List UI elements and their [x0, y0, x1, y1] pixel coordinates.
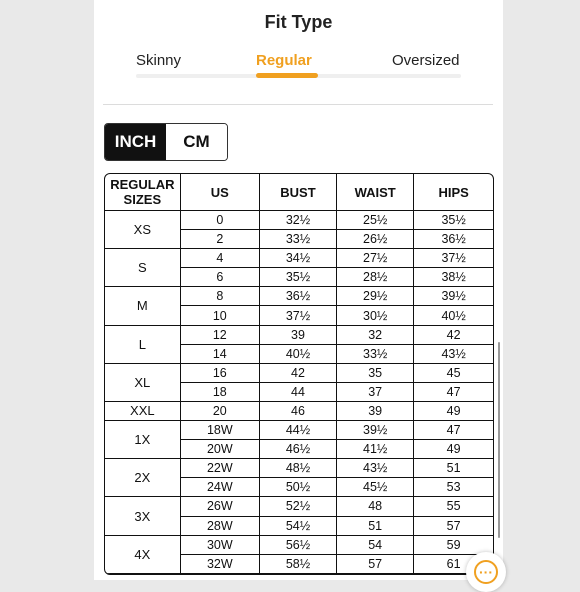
bust-value: 32½ — [259, 211, 336, 230]
bust-value: 46½ — [259, 440, 336, 459]
waist-value: 37 — [337, 382, 414, 401]
header-size-line2: SIZES — [123, 192, 162, 207]
size-label: XL — [105, 363, 180, 401]
bust-value: 46 — [259, 401, 336, 420]
hips-value: 36½ — [414, 230, 493, 249]
us-value: 0 — [180, 211, 259, 230]
us-value: 16 — [180, 363, 259, 382]
waist-value: 39 — [337, 401, 414, 420]
size-label: 2X — [105, 459, 180, 497]
page-title: Fit Type — [264, 12, 333, 32]
size-label: S — [105, 249, 180, 287]
waist-value: 39½ — [337, 421, 414, 440]
us-value: 8 — [180, 287, 259, 306]
size-label: XXL — [105, 401, 180, 420]
table-row — [105, 211, 493, 230]
hips-value: 45 — [414, 363, 493, 382]
bust-value: 37½ — [259, 306, 336, 325]
bust-value: 33½ — [259, 230, 336, 249]
waist-value: 54 — [337, 535, 414, 554]
bust-value: 48½ — [259, 459, 336, 478]
waist-value: 27½ — [337, 249, 414, 268]
us-value: 12 — [180, 325, 259, 344]
us-value: 18 — [180, 382, 259, 401]
size-label: XS — [105, 211, 180, 249]
bust-value: 52½ — [259, 497, 336, 516]
waist-value: 33½ — [337, 344, 414, 363]
table-row — [105, 401, 493, 420]
hips-value: 35½ — [414, 211, 493, 230]
divider — [103, 104, 493, 105]
waist-value: 28½ — [337, 268, 414, 287]
us-value: 24W — [180, 478, 259, 497]
table-row — [105, 287, 493, 306]
waist-value: 43½ — [337, 459, 414, 478]
us-value: 20 — [180, 401, 259, 420]
waist-value: 41½ — [337, 440, 414, 459]
hips-value: 57 — [414, 516, 493, 535]
bust-value: 50½ — [259, 478, 336, 497]
us-value: 6 — [180, 268, 259, 287]
inch-button[interactable]: INCH — [105, 124, 166, 160]
scrollbar-thumb[interactable] — [498, 342, 500, 538]
tab-regular[interactable]: Regular — [256, 52, 312, 69]
hips-value: 55 — [414, 497, 493, 516]
header-waist: WAIST — [337, 174, 414, 211]
bust-value: 40½ — [259, 344, 336, 363]
bust-value: 34½ — [259, 249, 336, 268]
hips-value: 61 — [414, 554, 493, 573]
table-row — [105, 325, 493, 344]
active-tab-indicator — [256, 73, 318, 78]
us-value: 18W — [180, 421, 259, 440]
header-hips: HIPS — [414, 174, 493, 211]
size-label: 1X — [105, 421, 180, 459]
waist-value: 57 — [337, 554, 414, 573]
cm-button[interactable]: CM — [166, 124, 227, 160]
us-value: 26W — [180, 497, 259, 516]
size-label: 4X — [105, 535, 180, 573]
waist-value: 25½ — [337, 211, 414, 230]
hips-value: 47 — [414, 382, 493, 401]
header-bust: BUST — [259, 174, 336, 211]
bust-value: 44½ — [259, 421, 336, 440]
bust-value: 54½ — [259, 516, 336, 535]
unit-toggle — [104, 123, 228, 161]
hips-value: 59 — [414, 535, 493, 554]
us-value: 30W — [180, 535, 259, 554]
table-row — [105, 249, 493, 268]
us-value: 28W — [180, 516, 259, 535]
waist-value: 51 — [337, 516, 414, 535]
us-value: 22W — [180, 459, 259, 478]
bust-value: 36½ — [259, 287, 336, 306]
bust-value: 42 — [259, 363, 336, 382]
waist-value: 29½ — [337, 287, 414, 306]
bust-value: 44 — [259, 382, 336, 401]
bust-value: 56½ — [259, 535, 336, 554]
header-regular-sizes — [105, 174, 180, 211]
table-body — [105, 211, 493, 574]
hips-value: 39½ — [414, 287, 493, 306]
hips-value: 49 — [414, 440, 493, 459]
hips-value: 37½ — [414, 249, 493, 268]
waist-value: 30½ — [337, 306, 414, 325]
waist-value: 35 — [337, 363, 414, 382]
hips-value: 49 — [414, 401, 493, 420]
hips-value: 42 — [414, 325, 493, 344]
fit-type-tabs — [94, 50, 503, 80]
waist-value: 48 — [337, 497, 414, 516]
us-value: 10 — [180, 306, 259, 325]
us-value: 32W — [180, 554, 259, 573]
hips-value: 53 — [414, 478, 493, 497]
us-value: 4 — [180, 249, 259, 268]
table-row — [105, 421, 493, 440]
hips-value: 40½ — [414, 306, 493, 325]
bust-value: 35½ — [259, 268, 336, 287]
us-value: 2 — [180, 230, 259, 249]
chat-button[interactable] — [466, 552, 506, 592]
table-row — [105, 497, 493, 516]
size-label: M — [105, 287, 180, 325]
size-label: 3X — [105, 497, 180, 535]
size-table-container — [104, 173, 494, 575]
us-value: 20W — [180, 440, 259, 459]
bust-value: 39 — [259, 325, 336, 344]
hips-value: 47 — [414, 421, 493, 440]
waist-value: 45½ — [337, 478, 414, 497]
us-value: 14 — [180, 344, 259, 363]
bust-value: 58½ — [259, 554, 336, 573]
table-header-row — [105, 174, 493, 211]
size-chart-page — [94, 0, 503, 580]
hips-value: 43½ — [414, 344, 493, 363]
waist-value: 26½ — [337, 230, 414, 249]
tab-skinny[interactable]: Skinny — [136, 52, 182, 69]
header-us: US — [180, 174, 259, 211]
tab-oversized[interactable]: Oversized — [392, 52, 460, 69]
table-row — [105, 363, 493, 382]
waist-value: 32 — [337, 325, 414, 344]
table-row — [105, 459, 493, 478]
chat-bubble-icon: ··· — [474, 560, 498, 584]
header-size-line1: REGULAR — [110, 177, 175, 192]
hips-value: 51 — [414, 459, 493, 478]
table-row — [105, 535, 493, 554]
size-label: L — [105, 325, 180, 363]
hips-value: 38½ — [414, 268, 493, 287]
size-table — [105, 174, 493, 574]
